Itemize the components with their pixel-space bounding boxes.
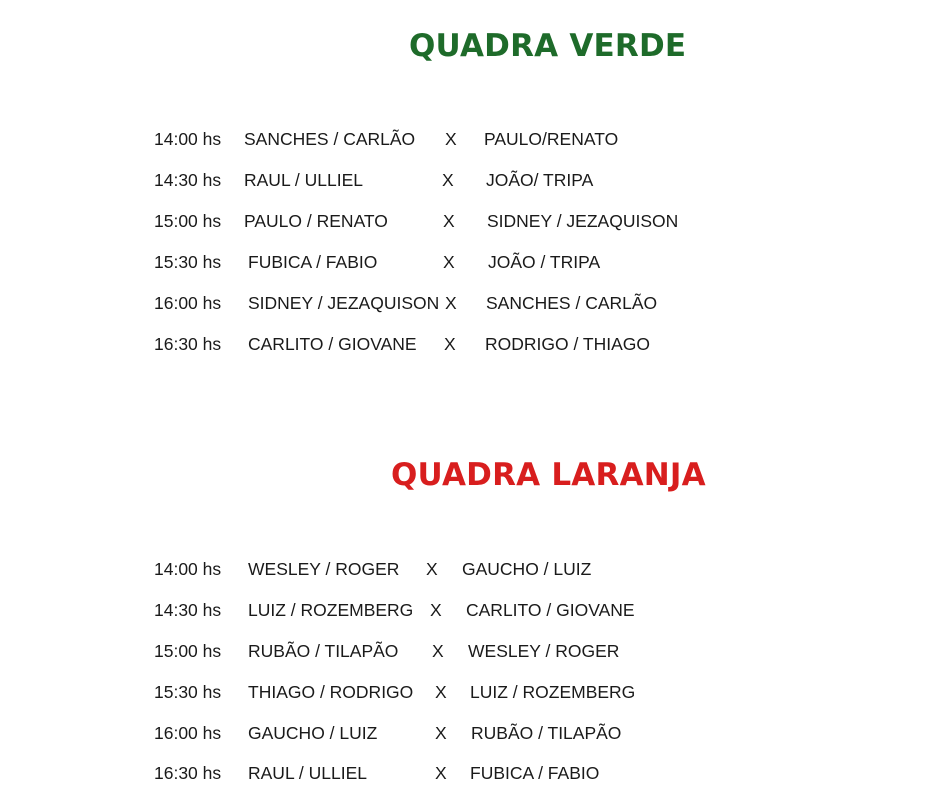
team-a: RUBÃO / TILAPÃO [248,641,399,661]
versus-mark: X [430,600,442,620]
match-time: 14:30 hs [154,170,222,190]
court-title-laranja: QUADRA LARANJA [391,457,706,493]
versus-mark: X [443,211,455,231]
match-row [0,557,928,581]
team-a: CARLITO / GIOVANE [248,334,417,354]
versus-mark: X [443,252,455,272]
court-title-verde: QUADRA VERDE [409,28,687,64]
team-b: SANCHES / CARLÃO [486,293,658,313]
team-a: SIDNEY / JEZAQUISON [248,293,440,313]
team-b: PAULO/RENATO [484,129,619,149]
team-a: THIAGO / RODRIGO [248,682,414,702]
team-a: FUBICA / FABIO [248,252,378,272]
match-time: 16:00 hs [154,293,222,313]
match-time: 15:30 hs [154,252,222,272]
team-b: FUBICA / FABIO [470,763,600,783]
team-a: WESLEY / ROGER [248,559,400,579]
match-row [0,127,928,151]
match-row [0,680,928,704]
versus-mark: X [445,293,457,313]
match-time: 16:30 hs [154,763,222,783]
match-time: 14:30 hs [154,600,222,620]
team-a: RAUL / ULLIEL [244,170,363,190]
team-b: RODRIGO / THIAGO [485,334,650,354]
team-b: GAUCHO / LUIZ [462,559,592,579]
match-time: 15:30 hs [154,682,222,702]
match-row [0,168,928,192]
versus-mark: X [426,559,438,579]
match-time: 15:00 hs [154,211,222,231]
team-b: RUBÃO / TILAPÃO [471,723,622,743]
team-a: LUIZ / ROZEMBERG [248,600,414,620]
team-a: GAUCHO / LUIZ [248,723,378,743]
match-row [0,209,928,233]
match-time: 14:00 hs [154,129,222,149]
versus-mark: X [435,763,447,783]
match-time: 15:00 hs [154,641,222,661]
team-b: SIDNEY / JEZAQUISON [487,211,679,231]
team-a: PAULO / RENATO [244,211,388,231]
match-time: 14:00 hs [154,559,222,579]
team-b: LUIZ / ROZEMBERG [470,682,636,702]
match-row [0,250,928,274]
match-time: 16:00 hs [154,723,222,743]
team-b: JOÃO/ TRIPA [486,170,594,190]
versus-mark: X [435,682,447,702]
versus-mark: X [442,170,454,190]
team-a: SANCHES / CARLÃO [244,129,416,149]
versus-mark: X [435,723,447,743]
team-b: JOÃO / TRIPA [488,252,601,272]
team-a: RAUL / ULLIEL [248,763,367,783]
match-row [0,291,928,315]
versus-mark: X [445,129,457,149]
versus-mark: X [444,334,456,354]
team-b: CARLITO / GIOVANE [466,600,635,620]
match-row [0,332,928,356]
match-row [0,639,928,663]
match-time: 16:30 hs [154,334,222,354]
match-row [0,761,928,785]
match-row [0,721,928,745]
versus-mark: X [432,641,444,661]
team-b: WESLEY / ROGER [468,641,620,661]
match-row [0,598,928,622]
